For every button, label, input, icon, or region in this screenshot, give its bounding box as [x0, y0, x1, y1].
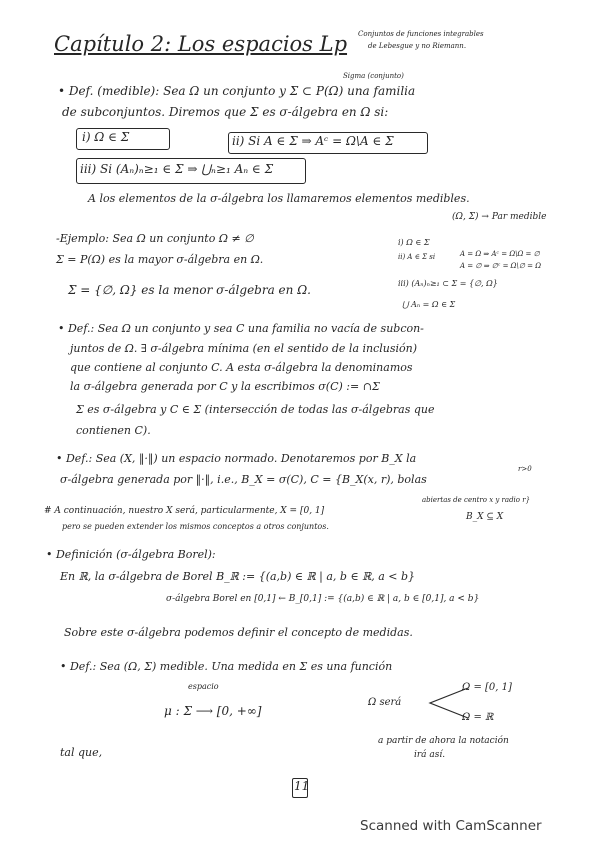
def3-line1: • Def.: Sea (X, ‖·‖) un espacio normado. Denotaremos por B_X la	[56, 452, 417, 465]
condition-2: ii) Si A ∈ Σ ⇒ Aᶜ = Ω\A ∈ Σ	[232, 134, 394, 148]
elements-medibles-line: A los elementos de la σ-álgebra los llamaremos elementos medibles.	[88, 192, 470, 205]
omega-option-2: Ω = ℝ	[462, 712, 494, 723]
sigma-note: Sigma (conjunto)	[343, 72, 404, 80]
example-side3: iii) (Aₙ)ₙ≥₁ ⊂ Σ = {∅, Ω}	[398, 279, 498, 288]
def2-line5: Σ es σ-álgebra y C ∈ Σ (intersección de todas las σ-álgebras que	[76, 403, 435, 416]
def4-line3: Sobre este σ-álgebra podemos definir el concepto de medidas.	[64, 626, 413, 639]
def2-line4: la σ-álgebra generada por C y la escribimos σ(C) := ∩Σ	[70, 380, 380, 393]
notation-note-1: a partir de ahora la notación	[378, 736, 509, 746]
example-side2a: A = Ω ⇒ Aᶜ = Ω\Ω = ∅	[460, 250, 540, 258]
example-side4: ⋃ Aₙ = Ω ∈ Σ	[402, 300, 456, 309]
pair-medible-note: (Ω, Σ) → Par medible	[452, 212, 547, 222]
omega-option-1: Ω = [0, 1]	[462, 682, 512, 693]
example-side1: i) Ω ∈ Σ	[398, 238, 430, 247]
condition-1: i) Ω ∈ Σ	[82, 130, 130, 144]
def5-line1: • Def.: Sea (Ω, Σ) medible. Una medida en Σ es una función	[60, 660, 393, 673]
def1-line1: • Def. (medible): Sea Ω un conjunto y Σ ⊂ P(Ω) una familia	[58, 84, 416, 98]
note-line2: pero se pueden extender los mismos conceptos a otros conjuntos.	[62, 522, 329, 531]
bx-subset-note: B_X ⊆ X	[466, 512, 504, 522]
measure-formula: μ : Σ ⟶ [0, +∞]	[164, 704, 262, 718]
open-balls-note: abiertas de centro x y radio r}	[422, 496, 531, 504]
tal-que: tal que,	[60, 746, 103, 759]
condition-3: iii) Si (Aₙ)ₙ≥₁ ∈ Σ ⇒ ⋃ₙ≥₁ Aₙ ∈ Σ	[80, 162, 274, 176]
example-side2b: A = ∅ ⇒ ∅ᶜ = Ω\∅ = Ω	[460, 262, 542, 270]
example-line3: Σ = {∅, Ω} es la menor σ-álgebra en Ω.	[68, 283, 311, 297]
def1-line2: de subconjuntos. Diremos que Σ es σ-álgebra en Ω si:	[62, 105, 389, 119]
note-line1: # A continuación, nuestro X será, particularmente, X = [0, 1]	[44, 506, 325, 516]
espacio-note: espacio	[188, 682, 219, 691]
camscanner-footer: Scanned with CamScanner	[360, 818, 542, 834]
example-line2: Σ = P(Ω) es la mayor σ-álgebra en Ω.	[56, 253, 264, 266]
def2-line6: contienen C).	[76, 424, 151, 437]
notation-note-2: irá así.	[414, 750, 446, 760]
chapter-title: Capítulo 2: Los espacios Lp	[54, 32, 348, 56]
side-note-line2: de Lebesgue y no Riemann.	[368, 42, 467, 50]
r-positive-note: r>0	[518, 465, 532, 473]
def4-line2: σ-álgebra Borel en [0,1] ← B_[0,1] := {(a,b) ∈ ℝ | a, b ∈ [0,1], a < b}	[166, 594, 480, 604]
def2-line3: que contiene al conjunto C. A esta σ-álgebra la denominamos	[70, 361, 413, 374]
def2-line1: • Def.: Sea Ω un conjunto y sea C una familia no vacía de subcon-	[58, 322, 424, 335]
page-number: 11	[294, 779, 310, 793]
example-line1: -Ejemplo: Sea Ω un conjunto Ω ≠ ∅	[56, 232, 254, 245]
def4-heading: • Definición (σ-álgebra Borel):	[46, 548, 216, 561]
side-note-line1: Conjuntos de funciones integrables	[358, 30, 484, 38]
omega-sera: Ω será	[368, 697, 402, 708]
def4-line1: En ℝ, la σ-álgebra de Borel B_ℝ := {(a,b) ∈ ℝ | a, b ∈ ℝ, a < b}	[60, 570, 416, 583]
example-side2: ii) A ∈ Σ si	[398, 253, 436, 261]
def2-line2: juntos de Ω. ∃ σ-álgebra mínima (en el sentido de la inclusión)	[70, 342, 418, 355]
def3-line2: σ-álgebra generada por ‖·‖, i.e., B_X = σ(C), C = {B_X(x, r), bolas	[60, 473, 427, 486]
